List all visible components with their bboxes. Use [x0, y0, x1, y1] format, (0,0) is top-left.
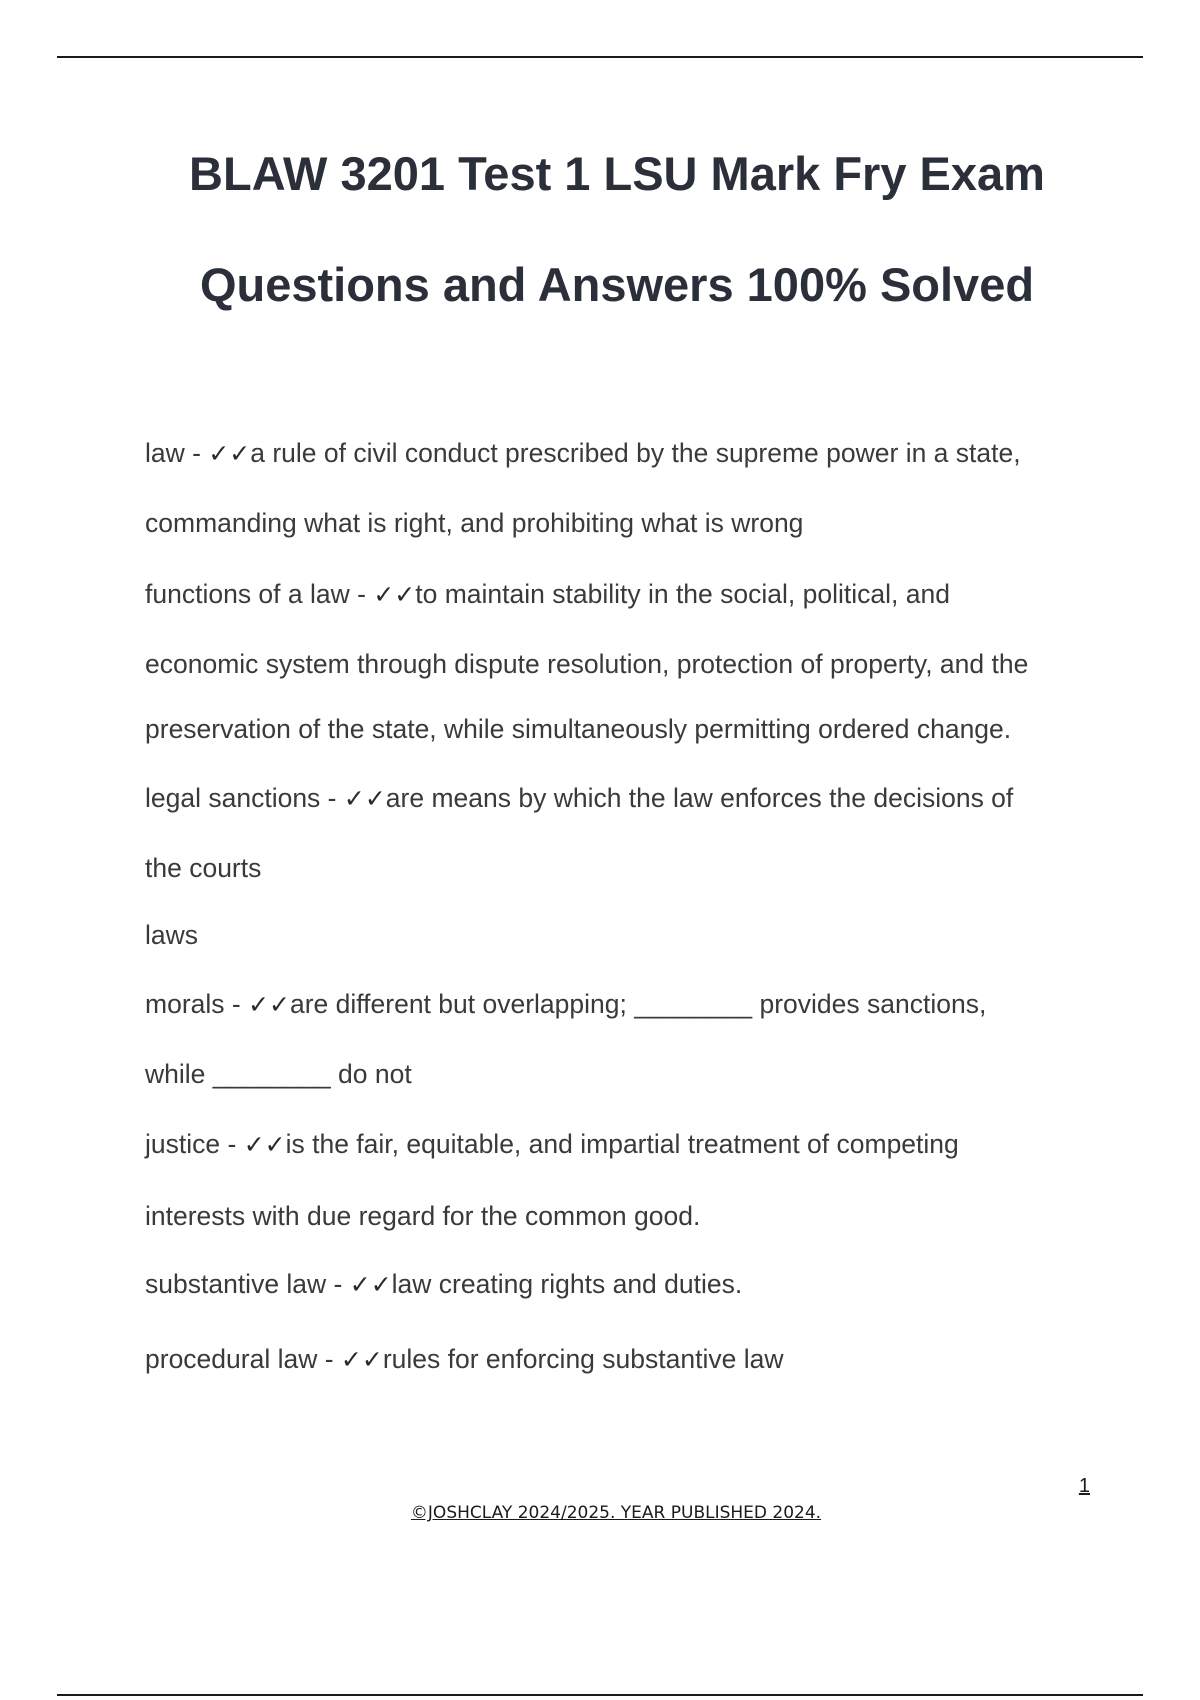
- entry-answer: rules for enforcing substantive law: [382, 1344, 784, 1374]
- entry-separator: -: [224, 989, 249, 1019]
- entry-separator: -: [184, 438, 209, 468]
- entry-functions-of-a-law-line-3: preservation of the state, while simultaneously permitting ordered change.: [145, 714, 1012, 744]
- entry-law-line-2: commanding what is right, and prohibiting what is wrong: [145, 508, 804, 538]
- double-check-icon: ✓✓: [340, 1345, 383, 1374]
- entry-separator: -: [349, 579, 374, 609]
- page-number: 1: [1078, 1475, 1090, 1497]
- entry-term: law: [145, 438, 185, 468]
- entry-answer: a rule of civil conduct prescribed by the supreme power in a state,: [250, 438, 1021, 468]
- entry-separator: -: [220, 1129, 244, 1159]
- document-title-line-1: BLAW 3201 Test 1 LSU Mark Fry Exam: [189, 147, 1045, 200]
- entry-separator: -: [317, 1344, 341, 1374]
- entry-term: procedural law: [145, 1344, 318, 1374]
- entry-separator: -: [320, 783, 344, 813]
- double-check-icon: ✓✓: [208, 439, 251, 468]
- entry-term: substantive law: [145, 1269, 327, 1299]
- bottom-rule: [57, 1694, 1143, 1696]
- entry-legal-sanctions-line-2: the courts: [145, 853, 262, 883]
- entry-separator: -: [326, 1269, 350, 1299]
- entry-answer: are means by which the law enforces the decisions of: [385, 783, 1014, 813]
- entry-answer: is the fair, equitable, and impartial treatment of competing: [285, 1129, 959, 1159]
- double-check-icon: ✓✓: [373, 580, 416, 609]
- entry-procedural-law-line-1: [145, 1346, 783, 1373]
- entry-term: legal sanctions: [145, 783, 321, 813]
- entry-answer: are different but overlapping; ________ provides sanctions,: [289, 989, 987, 1019]
- entry-functions-of-a-law-line-1: [145, 581, 950, 608]
- entry-term: morals: [145, 989, 225, 1019]
- entry-substantive-law-line-1: [145, 1271, 742, 1298]
- entry-answer: to maintain stability in the social, political, and: [415, 579, 950, 609]
- copyright-footer: ©JOSHCLAY 2024/2025. YEAR PUBLISHED 2024.: [410, 1503, 822, 1523]
- double-check-icon: ✓✓: [248, 990, 290, 1019]
- entry-morals-line-1: [145, 991, 986, 1018]
- entry-laws-line-1: [145, 922, 198, 949]
- entry-legal-sanctions-line-1: [145, 785, 1013, 812]
- entry-answer: law creating rights and duties.: [391, 1269, 743, 1299]
- entry-justice-line-2: interests with due regard for the common good.: [145, 1201, 701, 1231]
- entry-term: laws: [145, 920, 199, 950]
- double-check-icon: ✓✓: [349, 1270, 392, 1299]
- entry-justice-line-1: [145, 1131, 959, 1158]
- entry-law-line-1: [145, 440, 1021, 467]
- entry-term: functions of a law: [145, 579, 350, 609]
- top-rule: [57, 56, 1143, 58]
- entry-functions-of-a-law-line-2: economic system through dispute resolution, protection of property, and the: [145, 649, 1029, 679]
- document-title-line-2: Questions and Answers 100% Solved: [199, 258, 1035, 311]
- entry-morals-line-2: while ________ do not: [145, 1059, 412, 1089]
- double-check-icon: ✓✓: [243, 1130, 286, 1159]
- entry-term: justice: [145, 1129, 221, 1159]
- double-check-icon: ✓✓: [343, 784, 386, 813]
